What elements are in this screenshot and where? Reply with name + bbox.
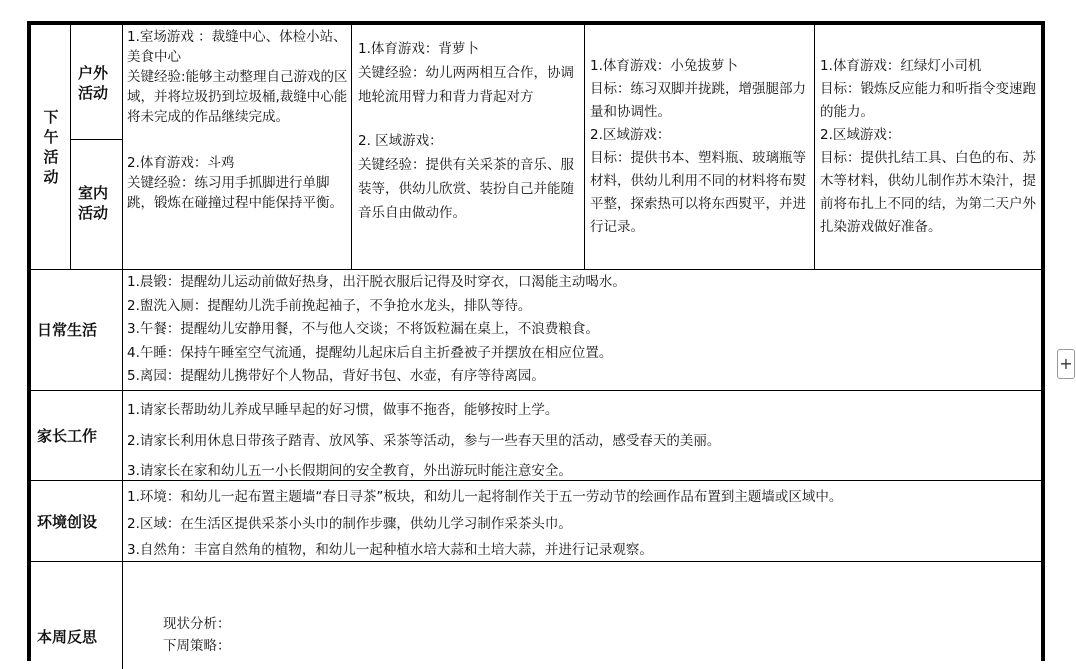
col3-item1-goal: 目标：练习双脚并拢跳，增强腿部力量和协调性。 (590, 81, 806, 120)
col2-item2-experience: 关键经验：提供有关采茶的音乐、服装等，供幼儿欣赏、装扮自己并能随音乐自由做动作。 (358, 157, 574, 221)
environment-list (127, 484, 1039, 564)
col3-item2-goal: 目标：提供书本、塑料瓶、玻璃瓶等材料，供幼儿利用不同的材料将布熨平整，探索热可以将东西熨平，并进行记录。 (590, 150, 806, 235)
list-item: 1.晨锻：提醒幼儿运动前做好热身，出汗脱衣服后记得及时穿衣，口渴能主动喝水。 (127, 274, 626, 290)
col1-item2-experience: 关键经验：练习用手抓脚进行单脚跳，锻炼在碰撞过程中能保持平衡。 (127, 175, 343, 211)
grid-line (122, 25, 123, 269)
col2-item1-experience: 关键经验：幼儿两两相互合作，协调地轮流用臂力和背力背起对方 (358, 65, 574, 105)
daily-life-label: 日常生活 (37, 321, 98, 339)
outdoor-activity-label: 户外活动 (78, 64, 109, 102)
list-item: 1.环境：和幼儿一起布置主题墙“春日寻茶”板块，和幼儿一起将制作关于五一劳动节的绘画作品布置到主题墙或区域中。 (127, 489, 843, 505)
afternoon-col2 (358, 37, 580, 225)
expand-button[interactable]: + (1057, 349, 1075, 379)
list-item: 2.区域：在生活区提供采茶小头巾的制作步骤，供幼儿学习制作采茶头巾。 (127, 515, 572, 532)
grid-line (351, 25, 352, 269)
col1-item1-experience: 关键经验:能够主动整理自己游戏的区域，并将垃圾扔到垃圾桶,裁缝中心能将未完成的作品继续完成。 (127, 69, 348, 125)
col4-item2-title: 2.区域游戏： (820, 127, 901, 143)
situation-analysis: 现状分析： (163, 616, 231, 632)
list-item: 3.请家长在家和幼儿五一小长假期间的安全教育，外出游玩时能注意安全。 (127, 463, 572, 479)
afternoon-col1 (127, 27, 349, 213)
col3-item2-title: 2.区域游戏： (590, 127, 671, 143)
grid-line (31, 269, 1041, 270)
list-item: 4.午睡：保持午睡室空气流通，提醒幼儿起床后自主折叠被子并摆放在相应位置。 (127, 344, 613, 361)
col4-item1-goal: 目标：锻炼反应能力和听指令变速跑的能力。 (820, 81, 1036, 120)
col2-item1-title: 1.体育游戏：背萝卜 (358, 41, 479, 57)
environment-label: 环境创设 (37, 513, 98, 531)
col1-item1-title: 1.室场游戏 ：裁缝中心、体检小站、美食中心 (127, 29, 347, 65)
grid-line (584, 25, 585, 269)
col1-item2-title: 2.体育游戏：斗鸡 (127, 155, 235, 171)
col4-item2-goal: 目标：提供扎结工具、白色的布、苏木等材料，供幼儿制作苏木染汁，提前将布扎上不同的结，为第二天户外扎染游戏做好准备。 (820, 150, 1036, 235)
parent-work-list (127, 395, 1039, 487)
grid-line (70, 139, 123, 140)
plan-table (27, 21, 1045, 661)
list-item: 5.离园：提醒幼儿携带好个人物品，背好书包、水壶，有序等待离园。 (127, 368, 545, 384)
col3-item1-title: 1.体育游戏：小兔拔萝卜 (590, 58, 738, 74)
grid-line (70, 25, 71, 269)
parent-work-label: 家长工作 (37, 427, 98, 445)
list-item: 1.请家长帮助幼儿养成早睡早起的好习惯，做事不拖沓，能够按时上学。 (127, 402, 559, 418)
grid-line (31, 390, 1041, 391)
grid-line (814, 25, 815, 269)
next-week-strategy: 下周策略： (163, 638, 231, 654)
list-item: 3.自然角：丰富自然角的植物，和幼儿一起种植水培大蒜和土培大蒜，并进行记录观察。 (127, 542, 653, 558)
col2-item2-title: 2. 区域游戏： (358, 133, 443, 149)
list-item: 2.盥洗入厕：提醒幼儿洗手前挽起袖子，不争抢水龙头，排队等待。 (127, 297, 532, 314)
list-item: 3.午餐：提醒幼儿安静用餐，不与他人交谈；不将饭粒漏在桌上，不浪费粮食。 (127, 321, 599, 337)
grid-line (122, 269, 123, 669)
weekly-reflection-label: 本周反思 (37, 628, 98, 646)
col4-item1-title: 1.体育游戏：红绿灯小司机 (820, 58, 982, 74)
indoor-activity-label: 室内活动 (78, 184, 109, 222)
afternoon-section-label: 下午活动 (43, 108, 59, 186)
reflection-content (163, 613, 763, 657)
afternoon-col3 (590, 55, 812, 239)
daily-life-list (127, 271, 1039, 389)
afternoon-col4 (820, 55, 1040, 239)
list-item: 2.请家长利用休息日带孩子踏青、放风筝、采茶等活动，参与一些春天里的活动，感受春天的美丽。 (127, 432, 721, 449)
